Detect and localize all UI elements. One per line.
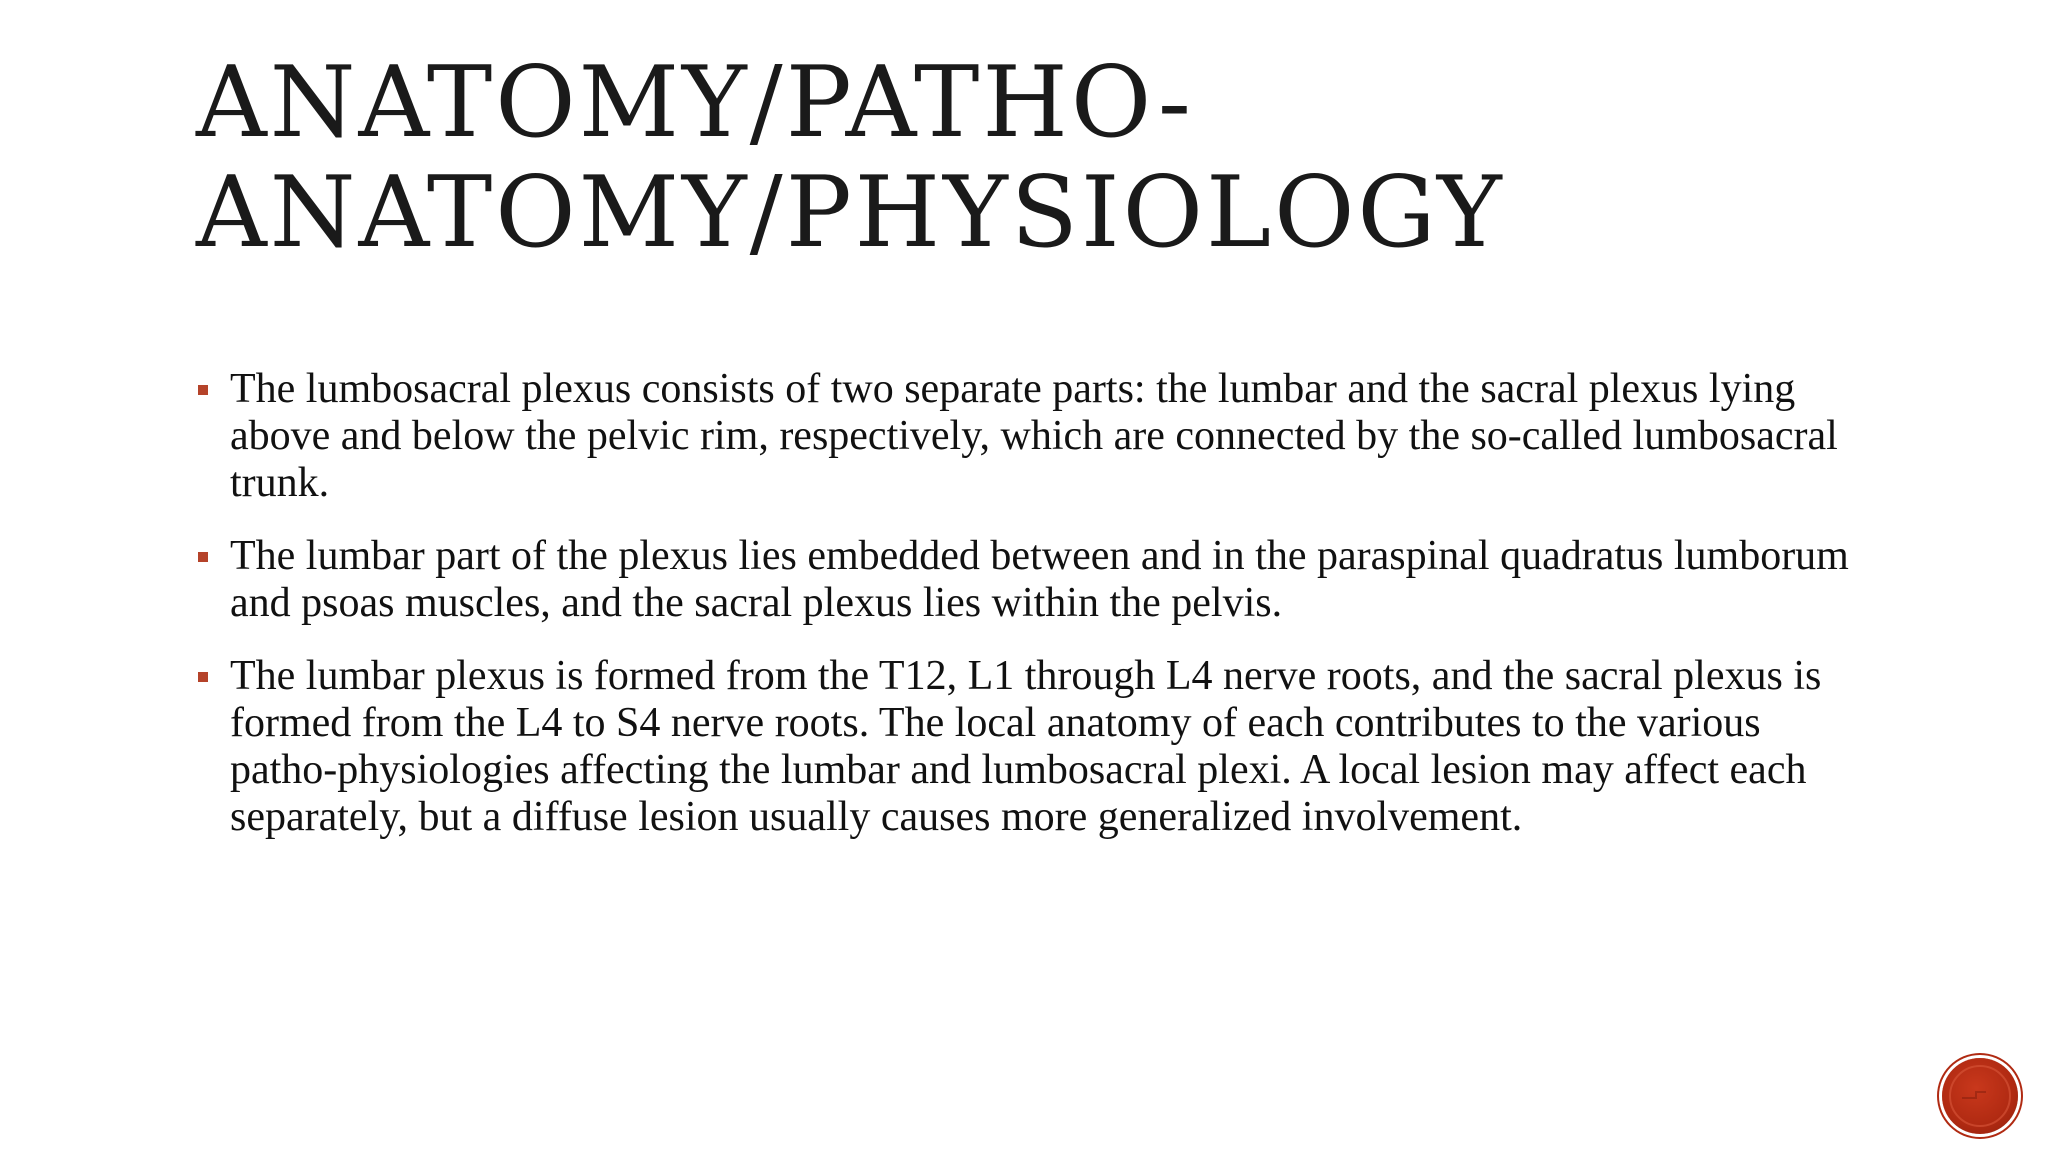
bullet-item-2 — [196, 533, 1876, 627]
bullet-text-3: The lumbar plexus is formed from the T12, L1 through L4 nerve roots, and the sacral plexus is formed from the L4 to S4 nerve roots. The local anatomy of each contributes to the various patho-physiologies affecting the lumbar and lumbosacral plexi. A local lesion may affect each separately, but a diffuse lesion usually causes more generalized involvement. — [230, 653, 1822, 840]
slide-title-line-2: ANATOMY/PHYSIOLOGY — [196, 156, 1505, 270]
bullet-item-3 — [196, 653, 1876, 841]
next-slide-button[interactable] — [1942, 1058, 2018, 1134]
bullet-text-1: The lumbosacral plexus consists of two separate parts: the lumbar and the sacral plexus lying above and below the pelvic rim, respectively, which are connected by the so-called lumbosacral trunk. — [230, 366, 1838, 506]
bullet-text-2: The lumbar part of the plexus lies embedded between and in the paraspinal quadratus lumborum and psoas muscles, and the sacral plexus lies within the pelvis. — [230, 533, 1849, 626]
square-bullet-icon — [198, 552, 208, 562]
bullet-item-1 — [196, 366, 1876, 507]
square-bullet-icon — [198, 385, 208, 395]
square-bullet-icon — [198, 672, 208, 682]
slide-title — [196, 48, 1896, 268]
bullet-list — [196, 366, 1876, 867]
slide-title-line-1: ANATOMY/PATHO- — [196, 46, 1194, 160]
next-slide-icon — [1942, 1058, 2018, 1134]
